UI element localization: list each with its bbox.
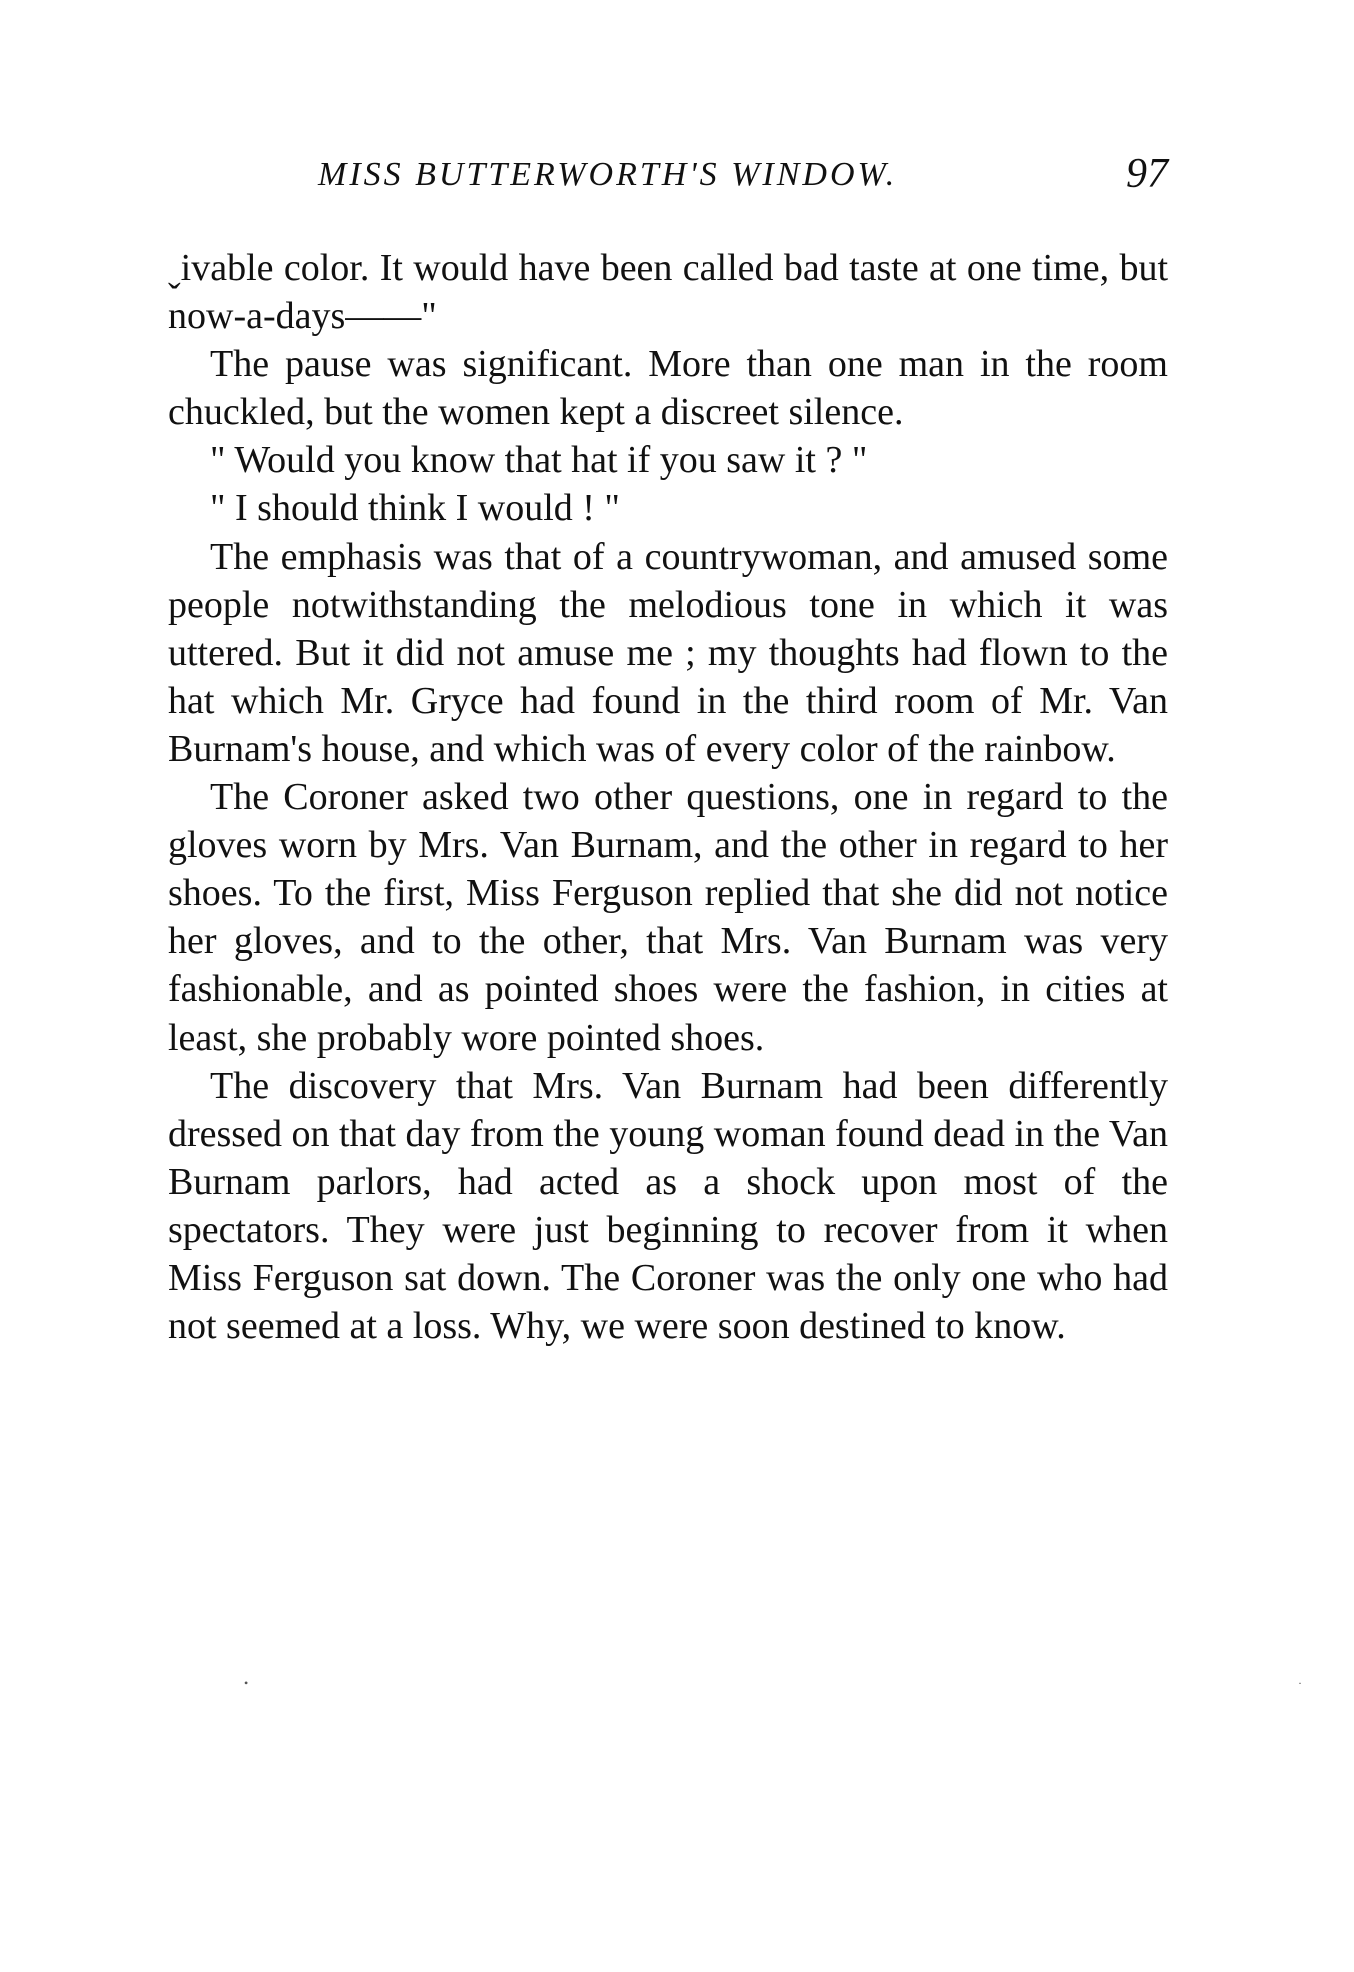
page-number: 97 (1126, 151, 1168, 197)
running-head (168, 150, 1168, 202)
paragraph: The Coroner asked two other questions, one in regard to the gloves worn by Mrs. Van Burnam, and the other in regard to her shoes. To the first, Miss Ferguson replied that she did not notice her gloves, and to the other, that Mrs. Van Burnam was very fashionable, and as pointed shoes were the fashion, in cities at least, she probably wore pointed shoes. (168, 776, 1168, 1059)
body-text (168, 244, 1168, 1350)
paragraph: " Would you know that hat if you saw it ? " (210, 439, 868, 482)
paragraph: The pause was significant. More than one man in the room chuckled, but the women kept a discreet silence. (168, 343, 1168, 434)
ink-speck: • (244, 1676, 249, 1690)
paragraph: ˬivable color. It would have been called bad taste at one time, but now-a-days——" (168, 247, 1168, 338)
paragraph: " I should think I would ! " (210, 487, 620, 530)
running-title: MISS BUTTERWORTH'S WINDOW. (318, 156, 898, 193)
paragraph: The emphasis was that of a countrywoman, and amused some people notwithstanding the melodious tone in which it was uttered. But it did not amuse me ; my thoughts had flown to the hat which Mr. Gryce had found in the third room of Mr. Van Burnam's house, and which was of every color of the rainbow. (168, 535, 1168, 770)
paragraph: The discovery that Mrs. Van Burnam had been differently dressed on that day from the young woman found dead in the Van Burnam parlors, had acted as a shock upon most of the spectators. They were just beginning to recover from it when Miss Ferguson sat down. The Coroner was the only one who had not seemed at a loss. Why, we were soon destined to know. (168, 1064, 1168, 1348)
ink-speck: · (1298, 1676, 1302, 1690)
